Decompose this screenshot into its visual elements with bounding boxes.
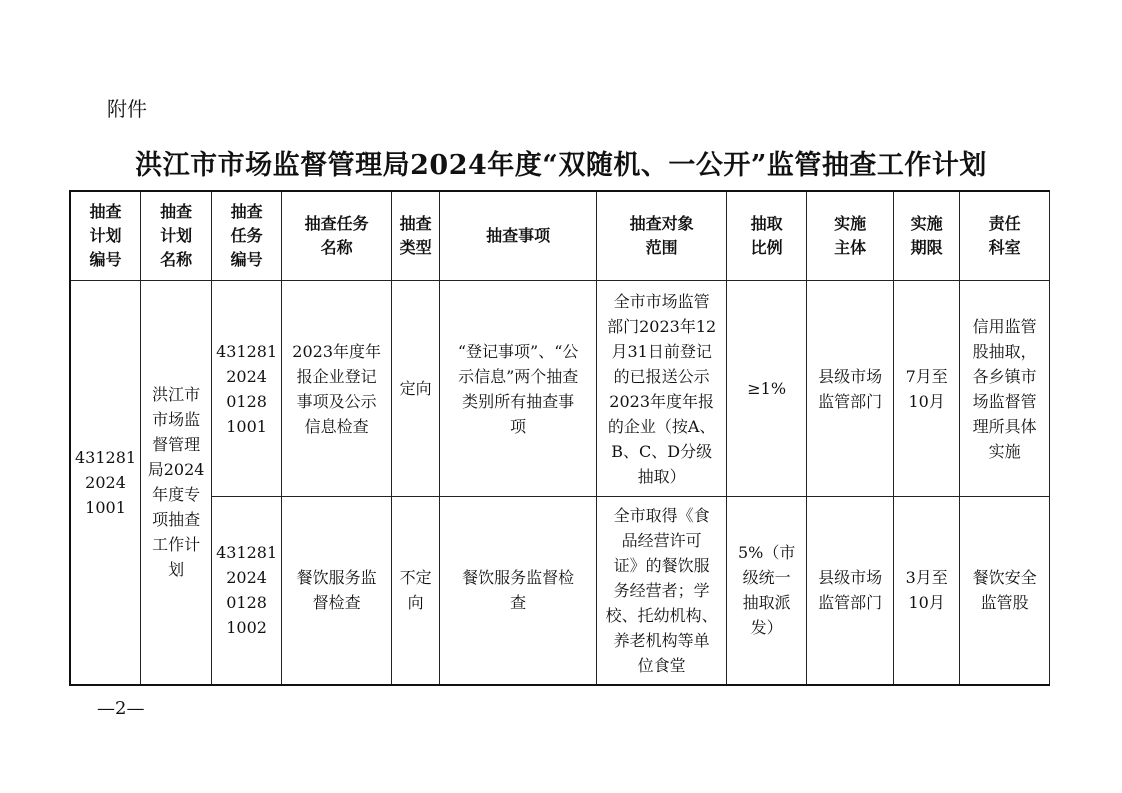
cell-line: 品经营许可 (621, 530, 702, 550)
cell-line: 实施 (910, 214, 943, 233)
cell-line: 抽查 (160, 202, 193, 221)
table-row (70, 497, 1050, 685)
plan-name-cell (141, 281, 212, 685)
subject-cell (807, 497, 894, 685)
cell-line: 3月至 (905, 568, 948, 588)
cell-line: 餐饮服务监 (296, 568, 377, 588)
period-cell (894, 497, 960, 685)
cell-line: 县级市场 (818, 366, 883, 386)
cell-line: 编号 (89, 250, 122, 269)
header-cell (70, 191, 141, 281)
cell-line: 抽取 (750, 214, 783, 233)
header-cell (141, 191, 212, 281)
cell-line: 务经营者；学 (613, 580, 710, 600)
cell-line: 级统一 (742, 568, 791, 588)
cell-line: 抽查 (89, 202, 122, 221)
cell-line: B、C、D分级 (611, 441, 713, 461)
cell-line: 股抽取， (972, 341, 1037, 361)
table-row (70, 281, 1050, 497)
cell-line: 431281 (216, 543, 278, 563)
cell-line: 责任 (988, 214, 1021, 233)
cell-line: 养老机构等单 (613, 630, 710, 650)
header-cell (597, 191, 727, 281)
scope-cell (597, 497, 727, 685)
cell-line: 2024 (85, 472, 126, 492)
items-cell (440, 497, 597, 685)
subject-cell (807, 281, 894, 497)
cell-line: 范围 (645, 238, 678, 257)
cell-line: 县级市场 (818, 568, 883, 588)
cell-line: 抽取） (637, 466, 686, 486)
header-cell (807, 191, 894, 281)
cell-line: “登记事项”、“公 (457, 341, 579, 361)
header-cell (282, 191, 392, 281)
cell-line: 主体 (834, 238, 867, 257)
cell-line: 查 (510, 593, 527, 613)
cell-line: 科室 (988, 238, 1021, 257)
items-cell (440, 281, 597, 497)
cell-line: 各乡镇市 (972, 366, 1037, 386)
cell-line: 市场监 (152, 410, 201, 430)
cell-line: 餐饮安全 (972, 568, 1037, 588)
cell-line: 位食堂 (637, 655, 686, 675)
cell-line: 名称 (160, 250, 193, 269)
cell-line: 编号 (230, 250, 263, 269)
attachment-label: 附件 (107, 97, 147, 121)
office-cell (960, 281, 1050, 497)
cell-line: 10月 (908, 593, 945, 613)
cell-line: 实施 (834, 214, 867, 233)
cell-line: 比例 (750, 238, 783, 257)
task-name-cell (282, 281, 392, 497)
header-cell (212, 191, 282, 281)
cell-line: 2024 (226, 366, 267, 386)
page-number: —2— (97, 698, 145, 719)
task-number-cell (212, 281, 282, 497)
cell-line: 类型 (399, 238, 432, 257)
cell-line: 抽查 (399, 214, 432, 233)
cell-line: 的企业（按A、 (607, 416, 716, 436)
cell-line: 校、托幼机构、 (605, 605, 718, 625)
scope-cell (597, 281, 727, 497)
cell-line: 0128 (226, 391, 267, 411)
task-name-cell (282, 497, 392, 685)
type-cell (392, 281, 440, 497)
cell-line: ≥1% (747, 379, 787, 398)
cell-line: 抽查事项 (486, 226, 551, 245)
cell-line: 局2024 (147, 460, 205, 480)
cell-line: 1001 (85, 497, 126, 517)
header-cell (960, 191, 1050, 281)
cell-line: 场监督管 (972, 391, 1037, 411)
cell-line: 抽查对象 (629, 214, 694, 233)
cell-line: 发） (750, 618, 783, 638)
cell-line: 0128 (226, 593, 267, 613)
cell-line: 洪江市 (152, 385, 201, 405)
cell-line: 餐饮服务监督检 (462, 568, 575, 588)
office-cell (960, 497, 1050, 685)
cell-line: 任务 (230, 226, 263, 245)
cell-line: 报企业登记 (296, 366, 377, 386)
type-cell (392, 497, 440, 685)
cell-line: 年度专 (152, 485, 201, 505)
cell-line: 的已报送公示 (613, 366, 710, 386)
cell-line: 431281 (216, 341, 278, 361)
cell-line: 工作计 (152, 535, 201, 555)
cell-line: 监管股 (980, 593, 1029, 613)
cell-line: 向 (407, 593, 424, 613)
cell-line: 项 (510, 416, 527, 436)
header-row (70, 191, 1050, 281)
header-cell (894, 191, 960, 281)
cell-line: 证》的餐饮服 (613, 555, 710, 575)
cell-line: 部门2023年12 (607, 316, 717, 336)
cell-line: 理所具体 (972, 416, 1037, 436)
cell-line: 督检查 (312, 593, 361, 613)
cell-line: 示信息”两个抽查 (458, 366, 579, 386)
cell-line: 期限 (910, 238, 943, 257)
cell-line: 抽取派 (742, 593, 791, 613)
cell-line: 10月 (908, 391, 945, 411)
document-title: 洪江市市场监督管理局2024年度“双随机、一公开”监管抽查工作计划 (135, 150, 987, 181)
cell-line: 项抽查 (152, 510, 201, 530)
inspection-plan-table (69, 190, 1050, 686)
cell-line: 计划 (89, 226, 122, 245)
cell-line: 431281 (75, 447, 137, 467)
header-cell (727, 191, 807, 281)
header-cell (392, 191, 440, 281)
cell-line: 监管部门 (818, 391, 883, 411)
period-cell (894, 281, 960, 497)
cell-line: 2024 (226, 568, 267, 588)
cell-line: 2023年度年 (292, 341, 382, 361)
cell-line: 信用监管 (972, 316, 1037, 336)
cell-line: 1002 (226, 618, 267, 638)
cell-line: 划 (168, 560, 185, 580)
cell-line: 计划 (160, 226, 193, 245)
cell-line: 信息检查 (304, 416, 369, 436)
cell-line: 类别所有抽查事 (462, 391, 575, 411)
header-cell (440, 191, 597, 281)
task-number-cell (212, 497, 282, 685)
cell-line: 抽查任务 (304, 214, 369, 233)
cell-line: 全市取得《食 (613, 505, 710, 525)
cell-line: 2023年度年报 (609, 391, 715, 411)
ratio-cell (727, 497, 807, 685)
plan-number-cell (70, 281, 141, 685)
cell-line: 月31日前登记 (611, 341, 712, 361)
cell-line: 名称 (320, 238, 353, 257)
cell-line: 督管理 (152, 435, 201, 455)
cell-line: 事项及公示 (296, 391, 377, 411)
cell-line: 1001 (226, 416, 267, 436)
cell-line: 实施 (988, 441, 1021, 461)
ratio-cell (727, 281, 807, 497)
cell-line: 定向 (399, 379, 432, 398)
cell-line: 不定 (399, 568, 432, 588)
cell-line: 监管部门 (818, 593, 883, 613)
cell-line: 抽查 (230, 202, 263, 221)
cell-line: 7月至 (905, 366, 948, 386)
cell-line: 5%（市 (737, 543, 796, 563)
cell-line: 全市市场监管 (613, 291, 710, 311)
